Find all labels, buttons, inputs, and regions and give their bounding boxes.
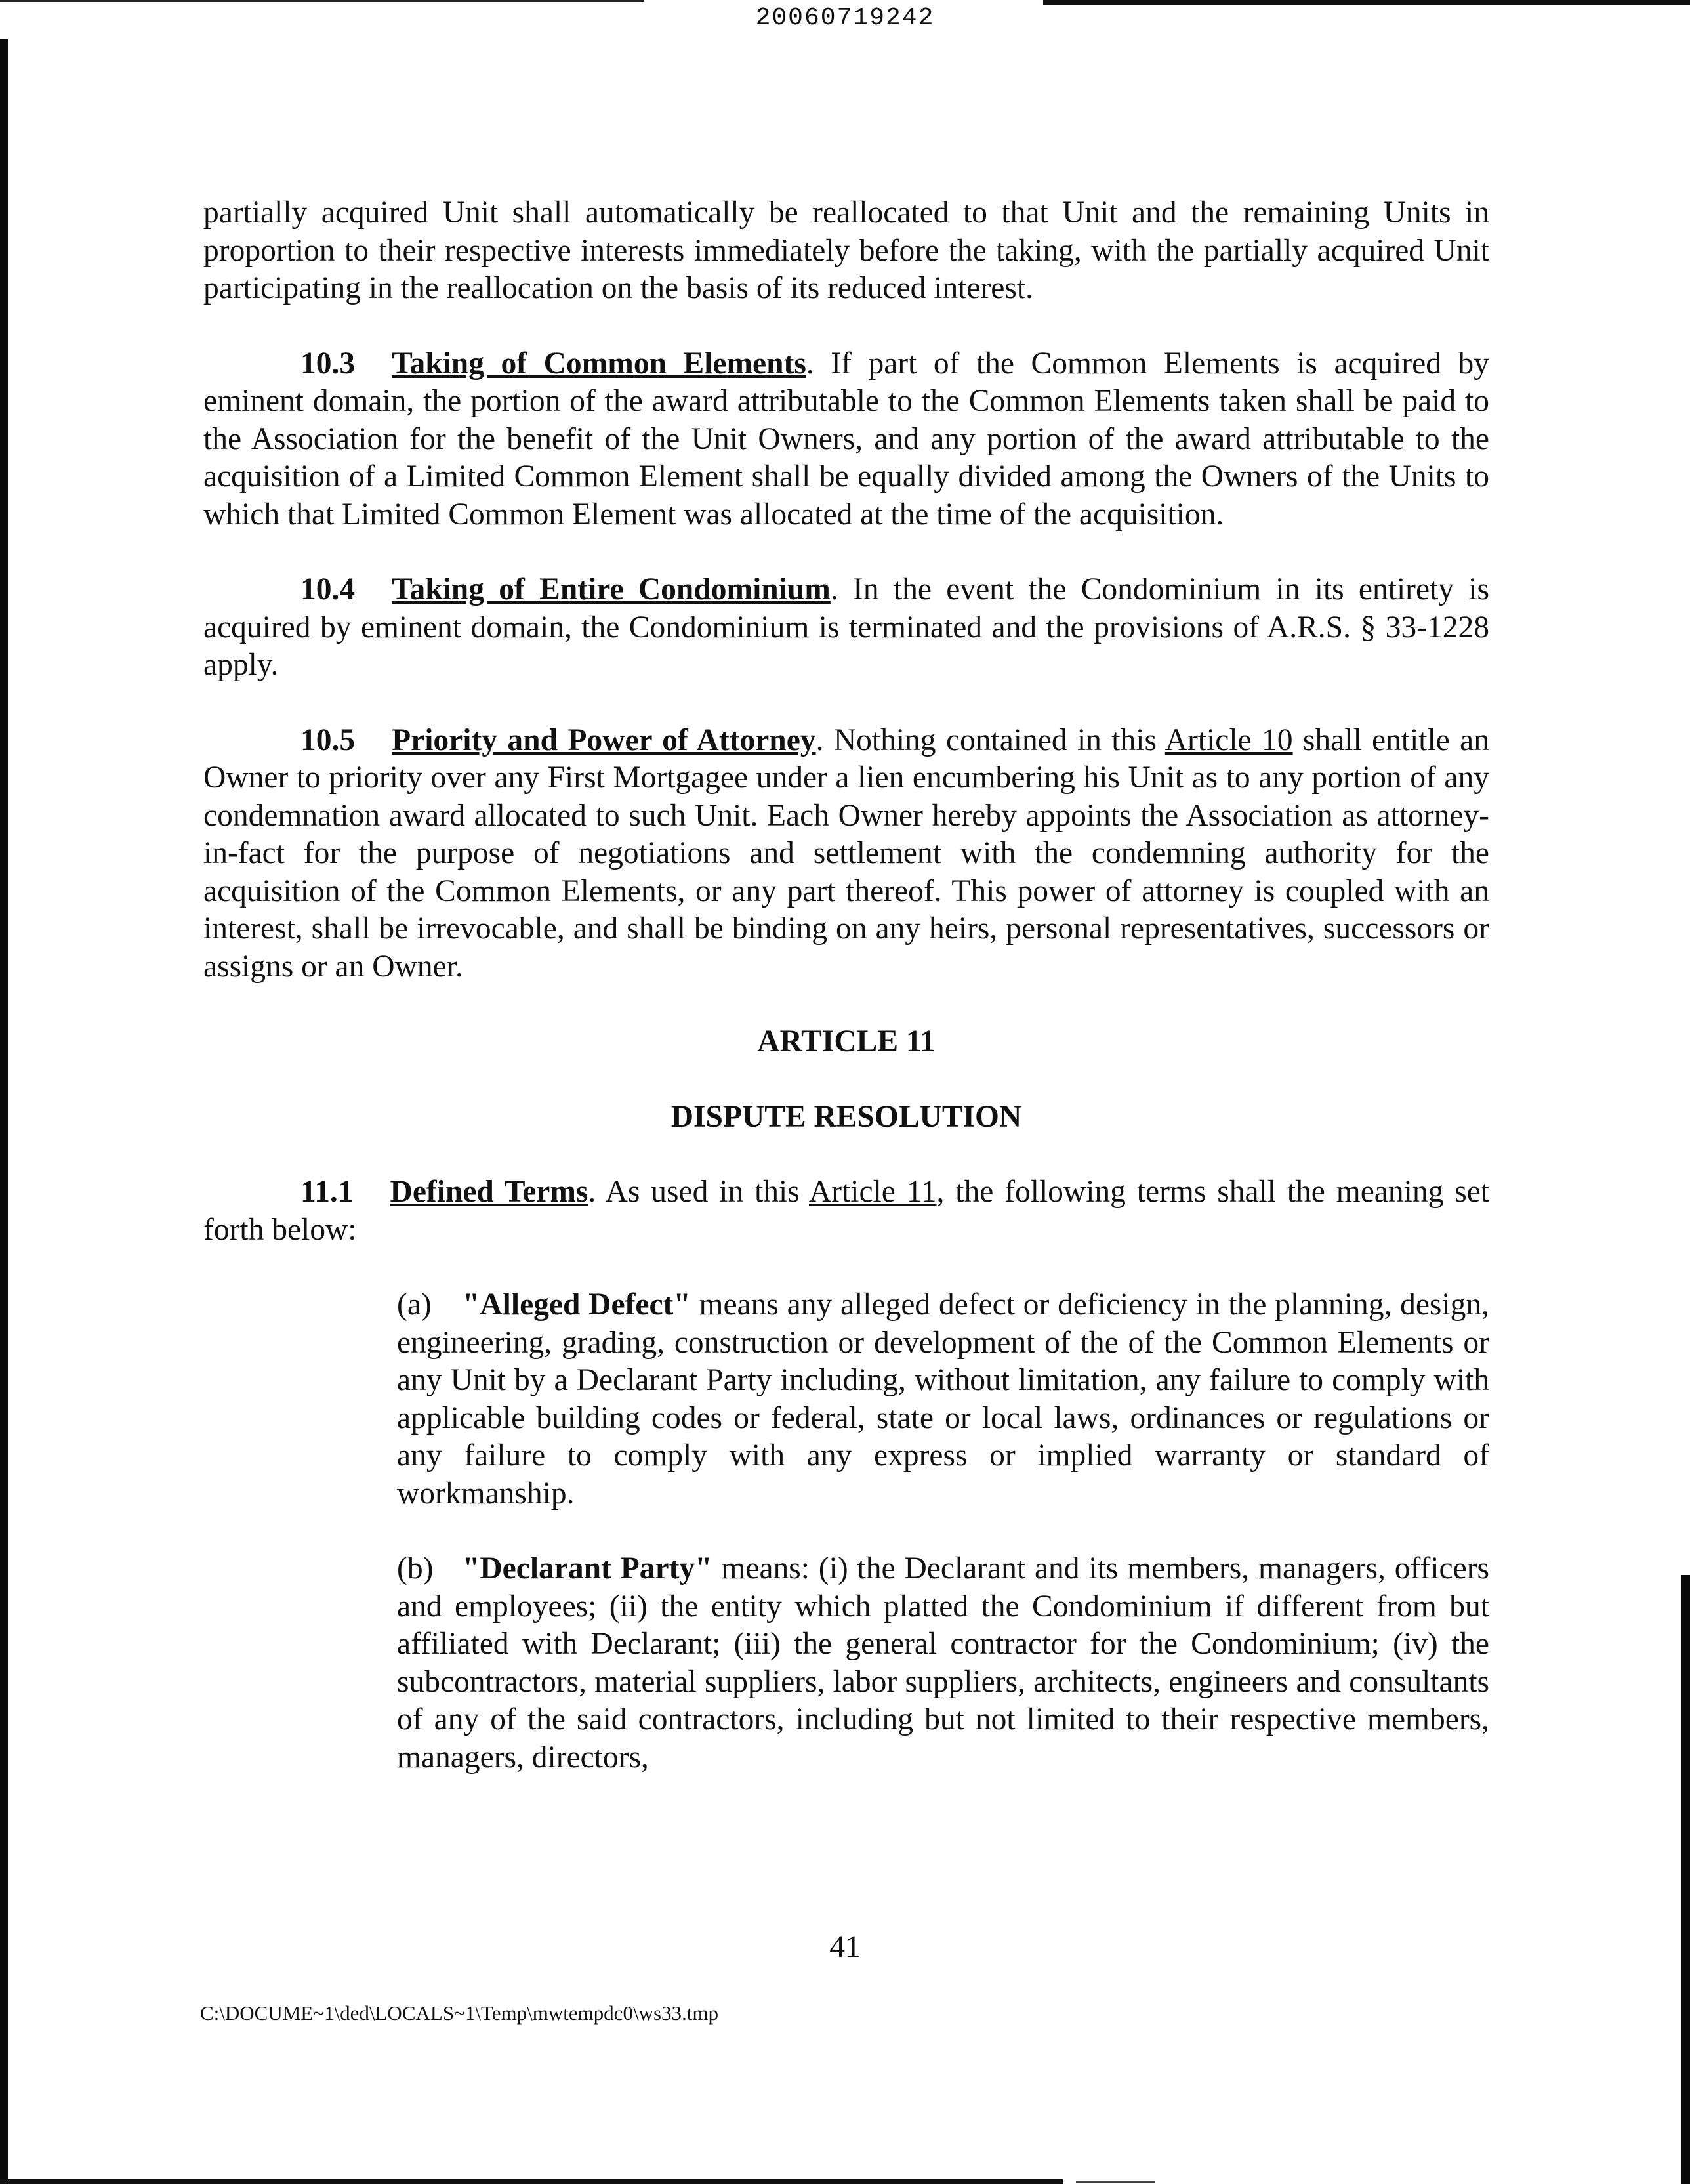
section-heading: Defined Terms	[390, 1175, 588, 1209]
section-text: . As used in this	[588, 1175, 809, 1209]
article-title: DISPUTE RESOLUTION	[670, 1099, 1022, 1134]
section-10-5	[203, 722, 1489, 986]
definition-b	[397, 1550, 1489, 1776]
definition-term: "Declarant Party"	[463, 1551, 712, 1586]
section-number: 10.4	[300, 572, 356, 606]
section-10-3	[203, 345, 1489, 534]
page-body	[203, 194, 1489, 1776]
scan-border-left	[0, 39, 8, 2184]
page-number: 41	[829, 1930, 861, 1964]
intro-paragraph: partially acquired Unit shall automatically be reallocated to that Unit and the remaining Units in proportion to their respective interests immediately before the taking, with the partially acquired Unit participating in the reallocation on the basis of its reduced interest.	[203, 196, 1489, 305]
definition-text: means any alleged defect or deficiency in the planning, design, engineering, grading, construction or development of the of the Common Elements or any Unit by a Declarant Party including, without limitation, any failure to comply with applicable building codes or federal, state or local laws, ordinances or regulations or any failure to comply with any express or implied warranty or standard of workmanship.	[397, 1288, 1489, 1511]
section-text: . In the event the Condominium in its entirety is acquired by eminent domain, the Condominium is terminated and the provisions of A.R.S. § 33-1228 apply.	[203, 572, 1489, 682]
scan-border-top-left	[0, 0, 644, 2]
definition-a	[397, 1286, 1489, 1513]
section-text: . Nothing contained in this	[815, 723, 1165, 757]
article-number: ARTICLE 11	[757, 1024, 936, 1059]
section-11-1	[203, 1173, 1489, 1249]
scan-border-bottom-dash	[1076, 2181, 1155, 2183]
definition-label: (b)	[397, 1551, 434, 1586]
section-heading: Taking of Entire Condominium	[392, 572, 831, 606]
article-reference: Article 11	[808, 1175, 937, 1209]
section-number: 10.5	[300, 723, 356, 757]
definition-text: means: (i) the Declarant and its members, managers, officers and employees; (ii) the entity which platted the Condominium if different from but affiliated with Declarant; (iii) the general contractor for the Condominium; (iv) the subcontractors, material suppliers, labor suppliers, architects, engineers and consultants of any of the said contractors, including but not limited to their respective members, managers, directors,	[397, 1551, 1489, 1774]
definition-label: (a)	[397, 1288, 432, 1322]
section-text: . If part of the Common Elements is acquired by eminent domain, the portion of the award attributable to the Common Elements taken shall be paid to the Association for the benefit of the Unit Owners, and any portion of the award attributable to the acquisition of a Limited Common Element shall be equally divided among the Owners of the Units to which that Limited Common Element was allocated at the time of the acquisition.	[203, 346, 1489, 532]
article-reference: Article 10	[1164, 723, 1293, 757]
document-number: 20060719242	[755, 4, 935, 32]
section-10-4	[203, 571, 1489, 684]
definition-term: "Alleged Defect"	[463, 1288, 691, 1322]
scan-border-bottom	[0, 2179, 1063, 2184]
section-heading: Priority and Power of Attorney	[392, 723, 816, 757]
section-text: , the following terms shall the meaning set forth below:	[203, 1175, 1489, 1247]
section-number: 10.3	[300, 346, 356, 381]
scan-border-right	[1681, 1575, 1690, 2184]
section-number: 11.1	[300, 1175, 354, 1209]
file-path: C:\DOCUME~1\ded\LOCALS~1\Temp\mwtempdc0\ws33.tmp	[200, 2002, 718, 2025]
section-text: shall entitle an Owner to priority over any First Mortgagee under a lien encumbering his Unit as to any portion of any condemnation award allocated to such Unit. Each Owner hereby appoints the Association as attorney-in-fact for the purpose of negotiations and settlement with the condemning authority for the acquisition of the Common Elements, or any part thereof. This power of attorney is coupled with an interest, shall be irrevocable, and shall be binding on any heirs, personal representatives, successors or assigns or an Owner.	[203, 723, 1489, 984]
section-heading: Taking of Common Elements	[392, 346, 806, 381]
